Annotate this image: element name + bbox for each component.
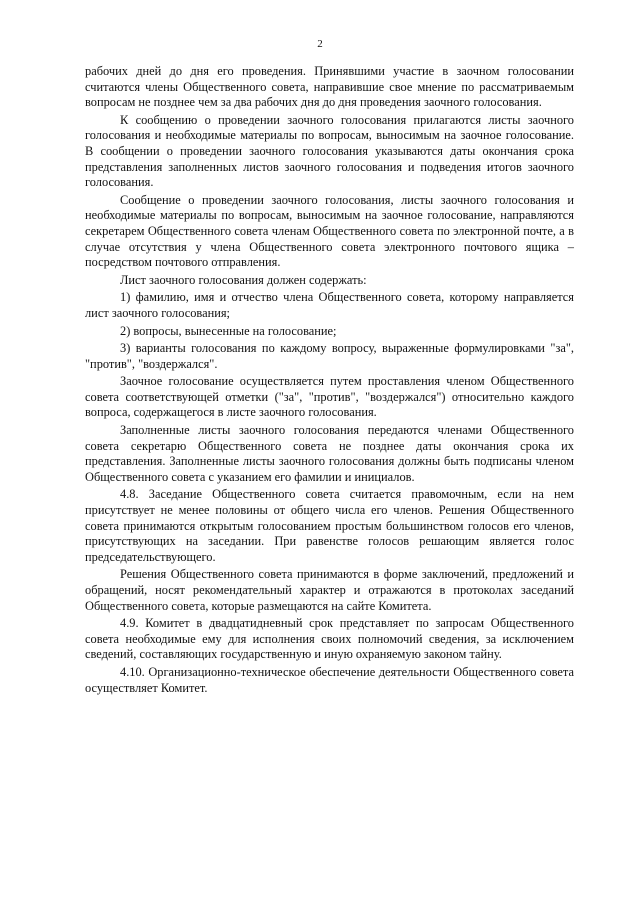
page-number: 2 <box>317 38 323 50</box>
paragraph: 4.8. Заседание Общественного совета считается правомочным, если на нем присутствует не менее половины от общего числа его членов. Решения Общественного совета принимаются открытым голосованием простым большинством голосов его членов, присутствующих на заседании. При равенстве голосов решающим является голос председательствующего. <box>85 487 574 564</box>
paragraph: рабочих дней до дня его проведения. Принявшими участие в заочном голосовании считаются члены Общественного совета, направившие свое мнение по рассматриваемым вопросам не позднее чем за два рабочих дня до дня проведения заочного голосования. <box>85 64 574 110</box>
paragraph: 4.10. Организационно-техническое обеспечение деятельности Общественного совета осуществляет Комитет. <box>85 664 574 695</box>
document-body <box>85 64 574 698</box>
paragraph: Лист заочного голосования должен содержать: <box>120 272 367 287</box>
paragraph: 3) варианты голосования по каждому вопросу, выраженные формулировками "за", "против", "воздержался". <box>85 341 574 371</box>
paragraph: 4.9. Комитет в двадцатидневный срок представляет по запросам Общественного совета необходимые ему для исполнения своих полномочий сведения, за исключением сведений, составляющих государственную и иную охраняемую законом тайну. <box>85 616 574 662</box>
paragraph: 2) вопросы, вынесенные на голосование; <box>120 323 337 338</box>
paragraph: Заочное голосование осуществляется путем проставления членом Общественного совета соответствующей отметки ("за", "против", "воздержался") относительно каждого вопроса, содержащегося в листе заочного голосования. <box>85 374 574 420</box>
paragraph: Решения Общественного совета принимаются в форме заключений, предложений и обращений, носят рекомендательный характер и отражаются в протоколах заседаний Общественного совета, которые размещаются на сайте Комитета. <box>85 567 574 613</box>
paragraph: 1) фамилию, имя и отчество члена Общественного совета, которому направляется лист заочного голосования; <box>85 290 574 320</box>
paragraph: Заполненные листы заочного голосования передаются членами Общественного совета секретарю Общественного совета не позднее даты окончания срока их представления. Заполненные листы заочного голосования должны быть подписаны членом Общественного совета с указанием его фамилии и инициалов. <box>85 423 574 484</box>
paragraph: К сообщению о проведении заочного голосования прилагаются листы заочного голосования и необходимые материалы по вопросам, выносимым на заочное голосование. В сообщении о проведении заочного голосования указываются даты окончания срока представления заполненных листов заочного голосования и подведения итогов заочного голосования. <box>85 112 574 190</box>
paragraph: Сообщение о проведении заочного голосования, листы заочного голосования и необходимые материалы по вопросам, выносимым на заочное голосование, направляются секретарем Общественного совета членам Общественного совета по электронной почте, а в случае отсутствия у члена Общественного совета электронного почтового ящика – посредством почтового отправления. <box>85 192 574 270</box>
